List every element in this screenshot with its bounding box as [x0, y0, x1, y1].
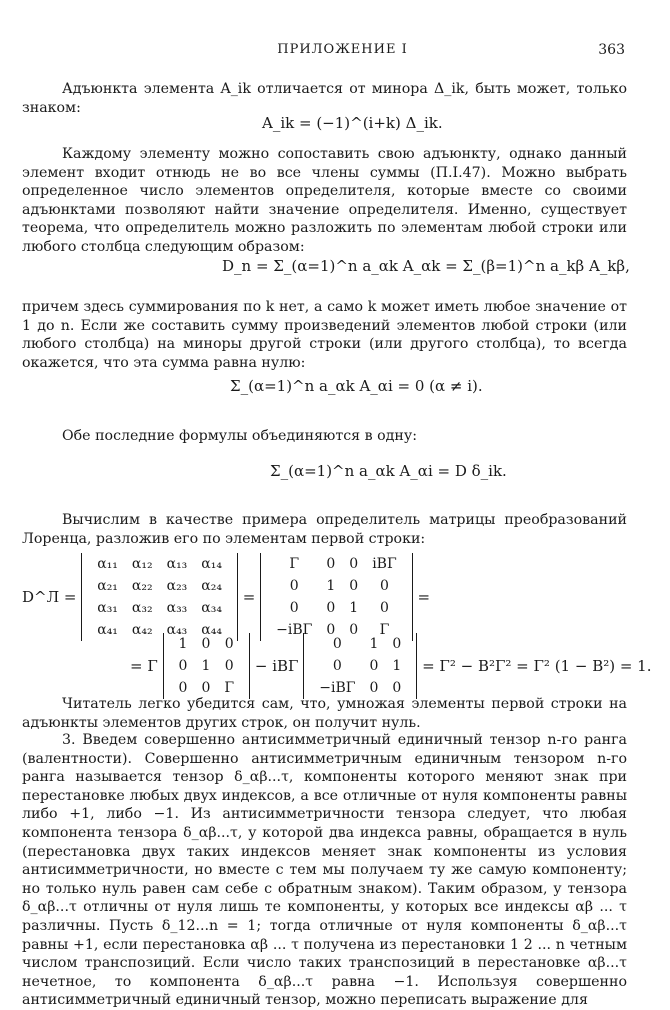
matrix_a-cell: α₂₂: [131, 578, 153, 594]
minor1-row: [172, 633, 242, 655]
matrix_a-cell: α₄₂: [131, 622, 153, 638]
paragraph-antisymmetric-tensor: 3. Введем совершенно антисимметричный единичный тензор n-го ранга (валентности). Совершенно антисимметричным единичным тензором n-го ранга называется тензор δ_αβ...τ, компоненты которого меняют знак при перестановке любых двух индексов, а все отличные от нуля компоненты равны либо +1, либо −1. Из антисимметричности тензора следует, что любая компонента тензора δ_αβ...τ, у которой два индекса равны, обращается в нуль (перестановка двух таких индексов меняет знак компоненты из условия антисимметричности, но вместе с тем мы получаем ту же самую компоненту; но только нуль равен сам себе с обратным знаком). Таким образом, у тензора δ_αβ...τ отличны от нуля лишь те компоненты, у которых все индексы αβ ... τ различны. Пусть δ_12...n = 1; тогда отличные от нуля компоненты δ_αβ...τ равны +1, если перестановка αβ ... τ получена из перестановки 1 2 ... n четным числом транспозиций. Если число таких транспозиций в перестановке αβ...τ нечетное, то компонента δ_αβ...τ равна −1. Используя совершенно антисимметричный единичный тензор, можно переписать выражение для: [22, 732, 627, 1009]
formula-lorentz-determinant: [22, 553, 430, 641]
formula-zero-sum: Σ_(α=1)^n a_αk A_αi = 0 (α ≠ i).: [230, 377, 483, 395]
matrix-alpha: [81, 553, 238, 641]
minor1-row: [172, 655, 242, 677]
minor1-cell: 0: [201, 636, 211, 652]
minor1-cell: 0: [201, 680, 211, 696]
matrix_b-cell: 1: [349, 600, 359, 616]
matrix_b-row: [269, 553, 404, 575]
page-number: 363: [598, 42, 625, 58]
matrix_b-cell: 1: [326, 578, 336, 594]
minor1-cell: 1: [178, 636, 188, 652]
matrix_b-cell: 0: [289, 578, 299, 594]
paragraph-combined: Обе последние формулы объединяются в одну:: [62, 428, 417, 444]
matrix_b-cell: Γ: [379, 622, 390, 638]
header-title: ПРИЛОЖЕНИЕ I: [277, 42, 408, 57]
matrix_b-cell: 0: [349, 622, 359, 638]
minor-1: [163, 633, 251, 699]
matrix_a-cell: α₂₁: [97, 578, 118, 594]
matrix_b-cell: 0: [379, 578, 389, 594]
formula-adjunct: A_ik = (−1)^(i+k) Δ_ik.: [262, 114, 443, 132]
minor1-cell: 0: [178, 658, 188, 674]
matrix_a-cell: α₃₃: [166, 600, 188, 616]
matrix_b-cell: iBΓ: [372, 556, 397, 572]
paragraph-zero-sum: причем здесь суммирования по k нет, а само k может иметь любое значение от 1 до n. Если же составить сумму произведений элементов любой строки (или любого столбца) на миноры другой строки (или другого столбца), то всегда окажется, что эта сумма равна нулю:: [22, 299, 627, 371]
matrix_b-cell: 0: [326, 556, 336, 572]
matrix_b-cell: Γ: [289, 556, 300, 572]
matrix_a-cell: α₁₁: [97, 556, 118, 572]
matrix_b-cell: 0: [289, 600, 299, 616]
matrix_a-cell: α₁₂: [131, 556, 153, 572]
minor2-cell: 0: [369, 658, 379, 674]
equals-sign-1: =: [242, 588, 256, 606]
matrix_a-cell: α₃₂: [131, 600, 153, 616]
final-result: = Γ² − B²Γ² = Γ² (1 − B²) = 1.: [422, 657, 652, 675]
paragraph-lorentz-example: Вычислим в качестве примера определитель матрицы преобразований Лоренца, разложив его по элементам первой строки:: [22, 512, 627, 547]
gamma-prefix: = Γ: [130, 657, 158, 675]
minor2-cell: 0: [369, 680, 379, 696]
det-label: D^Л =: [22, 588, 77, 606]
minor2-cell: 0: [392, 636, 402, 652]
minor2-cell: 1: [369, 636, 379, 652]
matrix_a-row: [90, 575, 229, 597]
matrix_b-cell: 0: [326, 600, 336, 616]
paragraph-adjunct-definition: Адъюнкта элемента A_ik отличается от минора Δ_ik, быть может, только знаком:: [22, 81, 627, 116]
matrix_b-cell: 0: [379, 600, 389, 616]
minus-ibg: − iBΓ: [254, 657, 299, 675]
minor2-cell: −iBΓ: [319, 680, 356, 696]
minor1-cell: Γ: [224, 680, 235, 696]
matrix_b-cell: 0: [349, 578, 359, 594]
matrix_b-cell: 0: [349, 556, 359, 572]
matrix_b-row: [269, 575, 404, 597]
matrix_a-cell: α₂₄: [201, 578, 222, 594]
equals-sign-2: =: [417, 588, 431, 606]
matrix_a-cell: α₂₃: [166, 578, 188, 594]
paragraph-reader-check: Читатель легко убедится сам, что, умножая элементы первой строки на адъюнкты элементов других строк, он получит нуль.: [22, 696, 627, 731]
matrix_a-cell: α₄₄: [201, 622, 222, 638]
matrix_b-cell: −iBΓ: [276, 622, 313, 638]
matrix_a-row: [90, 553, 229, 575]
minor1-cell: 0: [224, 636, 234, 652]
matrix_a-cell: α₃₁: [97, 600, 118, 616]
formula-minor-expansion: [130, 633, 652, 699]
matrix_a-cell: α₃₄: [201, 600, 222, 616]
matrix_b-cell: 0: [326, 622, 336, 638]
minor2-row: [312, 655, 408, 677]
matrix_b-row: [269, 597, 404, 619]
minor1-cell: 1: [201, 658, 211, 674]
formula-determinant-expansion: D_n = Σ_(α=1)^n a_αk A_αk = Σ_(β=1)^n a_kβ A_kβ,: [222, 257, 630, 275]
minor2-cell: 0: [332, 658, 342, 674]
paragraph-expansion-theorem: Каждому элементу можно сопоставить свою адъюнкту, однако данный элемент входит отнюдь не во все члены суммы (П.I.47). Можно выбрать определенное число элементов определителя, которые вместе со своими адъюнктами позволяют найти значение определителя. Именно, существует теорема, что определитель можно разложить по элементам любой строки или любого столбца следующим образом:: [22, 146, 627, 255]
running-header: [60, 42, 625, 60]
matrix_a-cell: α₁₃: [166, 556, 188, 572]
matrix_a-cell: α₄₁: [97, 622, 118, 638]
minor1-cell: 0: [224, 658, 234, 674]
minor2-cell: 1: [392, 658, 402, 674]
matrix_a-cell: α₄₃: [166, 622, 188, 638]
minor2-cell: 0: [332, 636, 342, 652]
matrix_a-row: [90, 597, 229, 619]
minor2-row: [312, 633, 408, 655]
matrix_a-cell: α₁₄: [201, 556, 222, 572]
formula-combined: Σ_(α=1)^n a_αk A_αi = D δ_ik.: [270, 462, 507, 480]
matrix-lorentz: [260, 553, 413, 641]
minor-2: [303, 633, 417, 699]
minor2-cell: 0: [392, 680, 402, 696]
minor1-cell: 0: [178, 680, 188, 696]
